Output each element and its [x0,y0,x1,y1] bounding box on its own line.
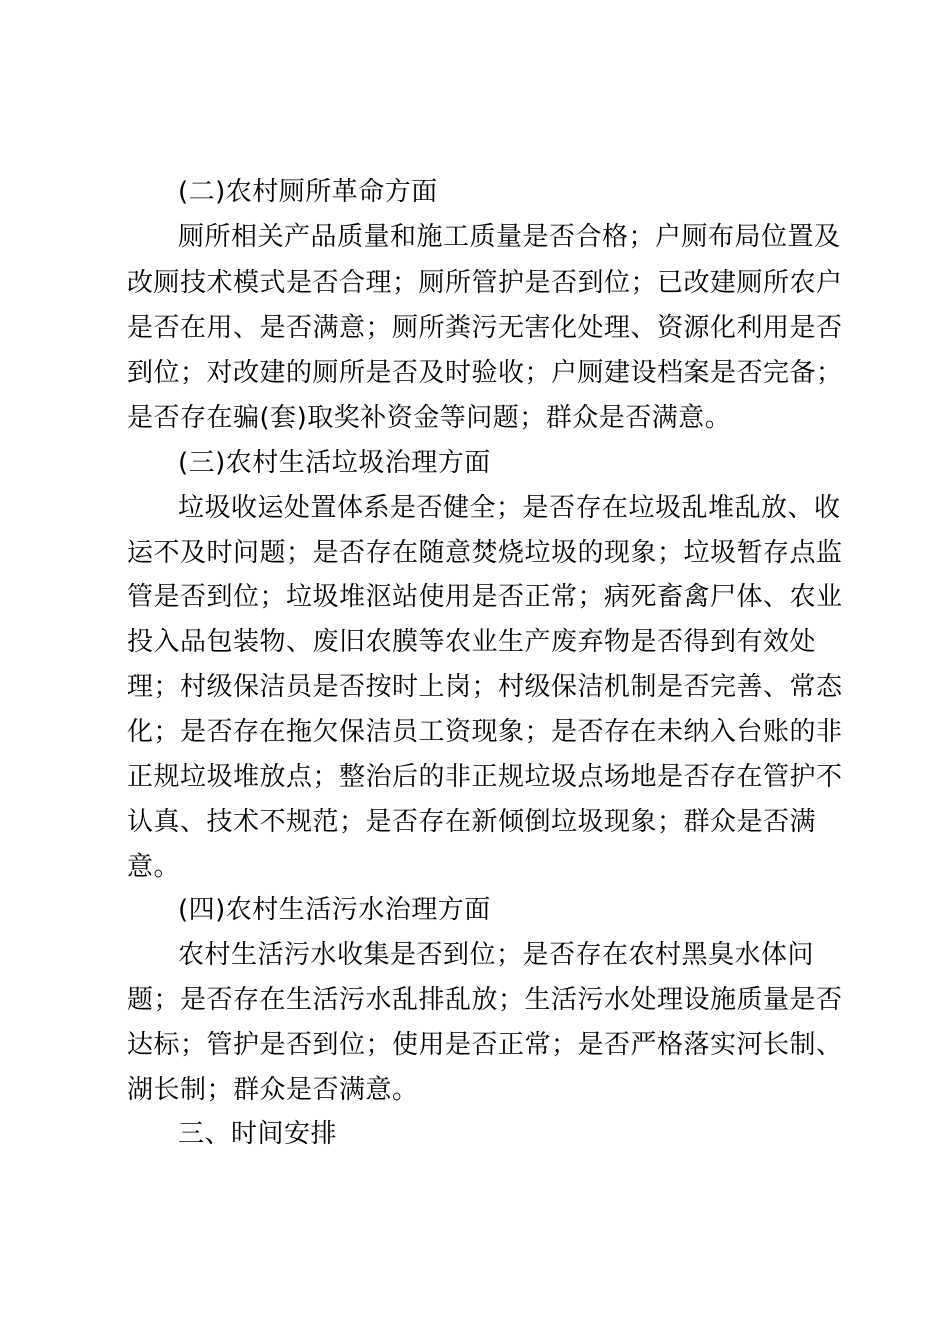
paragraph-line: 达标；管护是否到位；使用是否正常；是否严格落实河长制、 [127,1030,843,1060]
paragraph-line: 厕所相关产品质量和施工质量是否合格；户厕布局位置及 [178,222,841,252]
section-heading-sewage-treatment: (四)农村生活污水治理方面 [178,895,491,925]
section-heading-time-schedule: 三、时间安排 [178,1119,338,1149]
paragraph-line: 认真、技术不规范；是否存在新倾倒垃圾现象；群众是否满 [127,807,817,837]
paragraph-line: 到位；对改建的厕所是否及时验收；户厕建设档案是否完备； [127,358,843,388]
section-heading-garbage-treatment: (三)农村生活垃圾治理方面 [178,448,491,478]
paragraph-line: 运不及时问题；是否存在随意焚烧垃圾的现象；垃圾暂存点监 [127,538,843,568]
section-heading-toilet-revolution: (二)农村厕所革命方面 [178,177,438,207]
paragraph-line: 理；村级保洁员是否按时上岗；村级保洁机制是否完善、常态 [127,672,843,702]
paragraph-line: 是否在用、是否满意；厕所粪污无害化处理、资源化利用是否 [127,313,843,343]
paragraph-line: 农村生活污水收集是否到位；是否存在农村黑臭水体问 [178,940,815,970]
paragraph-line: 意。 [127,852,181,882]
paragraph-line: 管是否到位；垃圾堆沤站使用是否正常；病死畜禽尸体、农业 [127,582,843,612]
paragraph-line: 题；是否存在生活污水乱排乱放；生活污水处理设施质量是否 [127,985,843,1015]
paragraph-line: 改厕技术模式是否合理；厕所管护是否到位；已改建厕所农户 [127,268,843,298]
paragraph-line: 化；是否存在拖欠保洁员工资现象；是否存在未纳入台账的非 [127,717,843,747]
paragraph-line: 湖长制；群众是否满意。 [127,1075,419,1105]
paragraph-line: 是否存在骗(套)取奖补资金等问题；群众是否满意。 [127,403,732,433]
paragraph-line: 垃圾收运处置体系是否健全；是否存在垃圾乱堆乱放、收 [178,493,841,523]
paragraph-line: 投入品包装物、废旧农膜等农业生产废弃物是否得到有效处 [127,627,817,657]
paragraph-line: 正规垃圾堆放点；整治后的非正规垃圾点场地是否存在管护不 [127,762,843,792]
